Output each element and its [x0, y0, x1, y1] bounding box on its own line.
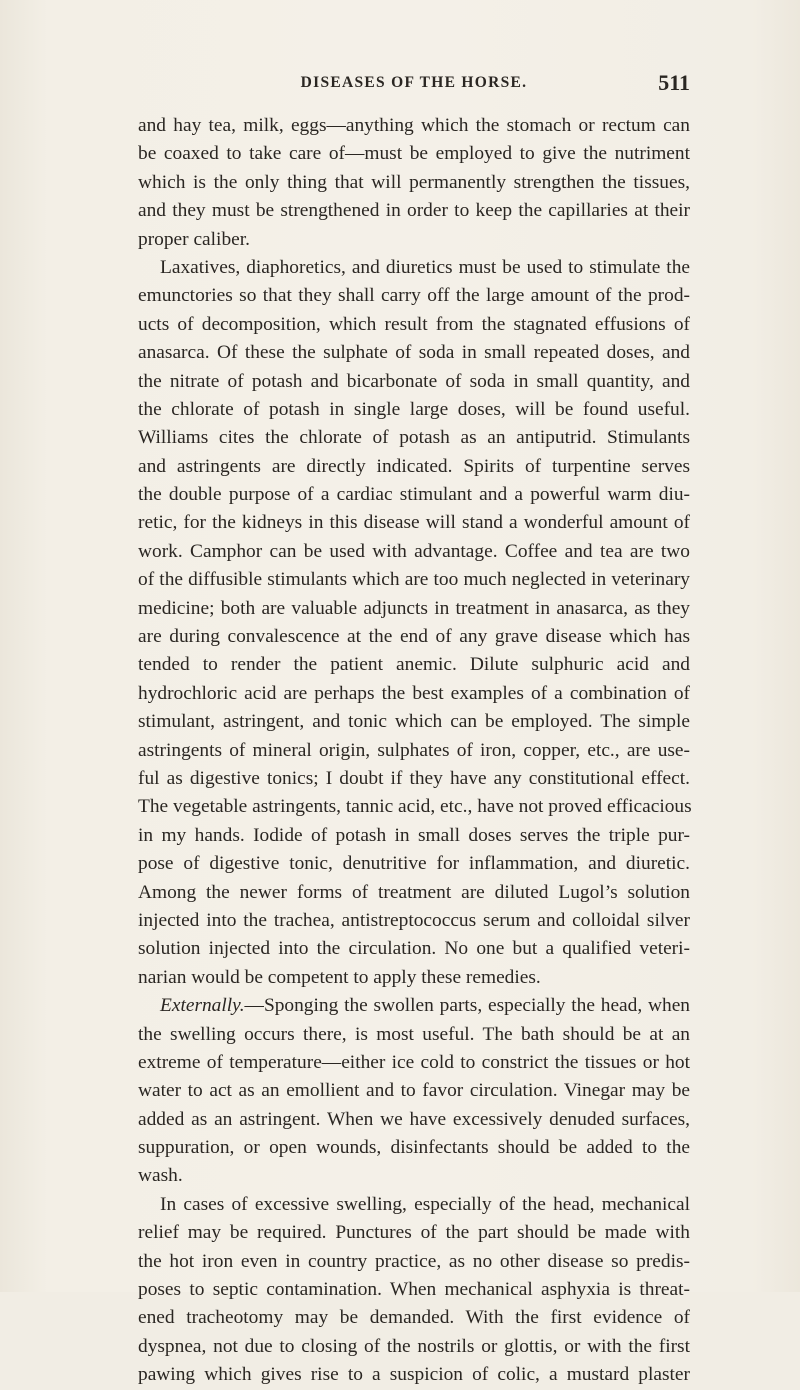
text-line: retic, for the kidneys in this disease will stand a wonderful amount of — [138, 512, 690, 534]
text-line: in my hands. Iodide of potash in small doses serves the triple pur- — [138, 824, 690, 846]
text-line: anasarca. Of these the sulphate of soda in small repeated doses, and — [138, 342, 690, 364]
text-line: hydrochloric acid are perhaps the best examples of a combination of — [138, 682, 690, 704]
text-line: poses to septic contamination. When mechanical asphyxia is threat- — [138, 1279, 690, 1301]
text-line: medicine; both are valuable adjuncts in treatment in anasarca, as they — [138, 597, 690, 619]
text-line: are during convalescence at the end of any grave disease which has — [138, 626, 690, 648]
body-text — [138, 112, 690, 1390]
text-line: and hay tea, milk, eggs—anything which the stomach or rectum can — [138, 115, 690, 136]
text-line: work. Camphor can be used with advantage. Coffee and tea are two — [138, 540, 690, 562]
text-line: ened tracheotomy may be demanded. With the first evidence of — [138, 1307, 690, 1329]
text-line: dyspnea, not due to closing of the nostrils or glottis, or with the first — [138, 1335, 690, 1357]
text-line: narian would be competent to apply these remedies. — [138, 966, 541, 988]
text-line: extreme of temperature—either ice cold to constrict the tissues or hot — [138, 1051, 690, 1073]
text-line: In cases of excessive swelling, especially of the head, mechanical — [160, 1193, 690, 1215]
paragraph-nutriment — [138, 112, 690, 254]
page-header — [138, 70, 690, 100]
text-line: injected into the trachea, antistreptococcus serum and colloidal silver — [138, 909, 690, 931]
text-line: the hot iron even in country practice, as no other disease so predis- — [138, 1250, 690, 1272]
text-line: added as an astringent. When we have excessively denuded surfaces, — [138, 1108, 690, 1130]
page-number: 511 — [658, 70, 690, 95]
text-line: tended to render the patient anemic. Dilute sulphuric acid and — [138, 654, 690, 676]
text-line: which is the only thing that will permanently strengthen the tissues, — [138, 171, 690, 193]
text-line: the double purpose of a cardiac stimulant and a powerful warm diu- — [138, 484, 690, 506]
text-line: Laxatives, diaphoretics, and diuretics must be used to stimulate the — [160, 256, 690, 278]
text-line: ucts of decomposition, which result from the stagnated effusions of — [138, 313, 690, 335]
text-line: proper caliber. — [138, 228, 250, 250]
text-line: pawing which gives rise to a suspicion of colic, a mustard plaster — [138, 1364, 690, 1386]
text-line: relief may be required. Punctures of the part should be made with — [138, 1222, 690, 1244]
text-line: solution injected into the circulation. No one but a qualified veteri- — [138, 938, 690, 960]
text-line: pose of digestive tonic, denutritive for inflammation, and diuretic. — [138, 853, 690, 875]
text-line: stimulant, astringent, and tonic which can be employed. The simple — [138, 711, 690, 733]
paragraph-laxatives — [138, 254, 690, 992]
text-line: emunctories so that they shall carry off the large amount of the prod- — [138, 285, 690, 307]
text-line: wash. — [138, 1165, 183, 1187]
externally-lead: Externally. — [160, 995, 245, 1017]
text-line: the swelling occurs there, is most useful. The bath should be at an — [138, 1023, 690, 1045]
text-line: suppuration, or open wounds, disinfectants should be added to the — [138, 1137, 690, 1159]
text-line: astringents of mineral origin, sulphates of iron, copper, etc., are use- — [138, 739, 690, 761]
text-line: Williams cites the chlorate of potash as an antiputrid. Stimulants — [138, 427, 690, 449]
text-line — [138, 992, 690, 1020]
text-line: be coaxed to take care of—must be employed to give the nutriment — [138, 143, 690, 165]
text-line: The vegetable astringents, tannic acid, etc., have not proved efficacious — [138, 796, 692, 818]
text-line: and astringents are directly indicated. Spirits of turpentine serves — [138, 455, 690, 477]
paragraph-externally — [138, 992, 690, 1191]
text-line: ful as digestive tonics; I doubt if they have any constitutional effect. — [138, 767, 690, 789]
paragraph-swelling — [138, 1191, 690, 1390]
text-line: the chlorate of potash in single large doses, will be found useful. — [138, 398, 690, 420]
text-line: of the diffusible stimulants which are too much neglected in veterinary — [138, 569, 690, 591]
text-line: and they must be strengthened in order to keep the capillaries at their — [138, 200, 690, 222]
text-fragment: —Sponging the swollen parts, especially the head, when — [244, 995, 690, 1017]
text-line: water to act as an emollient and to favor circulation. Vinegar may be — [138, 1080, 690, 1102]
running-head: DISEASES OF THE HORSE. — [300, 74, 528, 91]
text-line: Among the newer forms of treatment are diluted Lugol’s solution — [138, 881, 690, 903]
text-line: the nitrate of potash and bicarbonate of soda in small quantity, and — [138, 370, 690, 392]
